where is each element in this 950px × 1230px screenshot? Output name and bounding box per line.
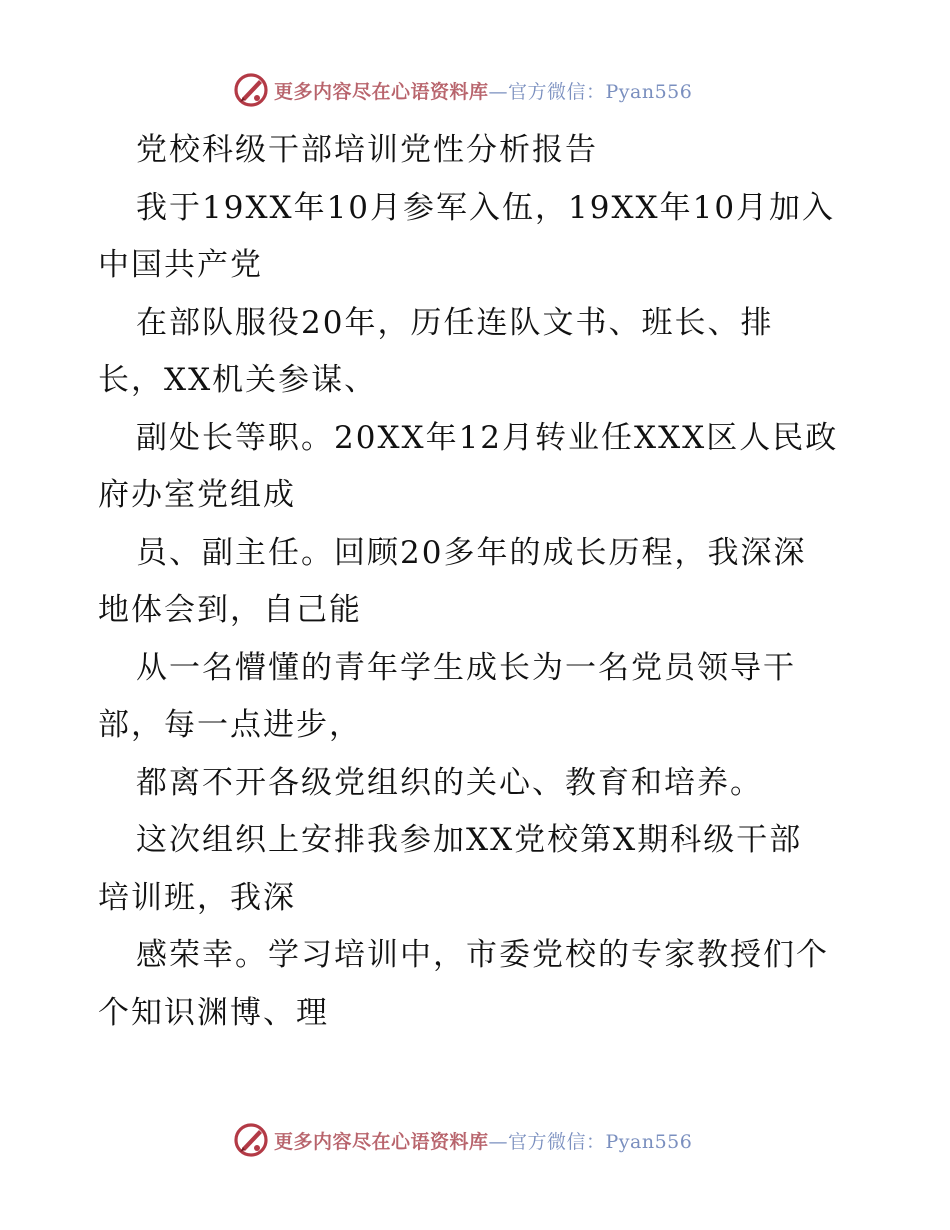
quill-logo-icon — [232, 1121, 270, 1159]
text-line: 这次组织上安排我参加XX党校第X期科级干部 — [136, 822, 803, 858]
quill-logo-icon — [232, 71, 270, 109]
header-wechat-text: —官方微信：Pyan556 — [488, 80, 693, 103]
text-line: 副处长等职。20XX年12月转业任XXX区人民政 — [136, 419, 839, 456]
text-line: 在部队服役20年，历任连队文书、班长、排 — [136, 304, 774, 341]
document-title: 党校科级干部培训党性分析报告 — [136, 132, 598, 168]
text-line: 中国共产党 — [98, 247, 263, 283]
text-line: 感荣幸。学习培训中，市委党校的专家教授们个 — [136, 937, 829, 973]
text-line: 个知识渊博、理 — [98, 994, 329, 1031]
text-line: 从一名懵懂的青年学生成长为一名党员领导干 — [136, 649, 796, 686]
text-line: 我于19XX年10月参军入伍，19XX年10月加入 — [136, 189, 836, 226]
footer-watermark-banner — [232, 1120, 692, 1160]
header-site-text: 更多内容尽在心语资料库 — [274, 80, 489, 103]
text-line: 培训班，我深 — [98, 879, 296, 916]
text-line: 都离不开各级党组织的关心、教育和培养。 — [136, 764, 763, 801]
footer-site-text: 更多内容尽在心语资料库 — [274, 1130, 489, 1153]
text-line: 员、副主任。回顾20多年的成长历程，我深深 — [136, 534, 807, 571]
text-line: 地体会到，自己能 — [98, 592, 362, 628]
text-line: 长，XX机关参谋、 — [98, 362, 378, 398]
header-watermark-banner — [232, 70, 692, 110]
document-body — [98, 122, 858, 1042]
footer-wechat-text: —官方微信：Pyan556 — [488, 1130, 693, 1153]
text-line: 府办室党组成 — [98, 477, 296, 513]
text-line: 部，每一点进步， — [98, 707, 362, 743]
